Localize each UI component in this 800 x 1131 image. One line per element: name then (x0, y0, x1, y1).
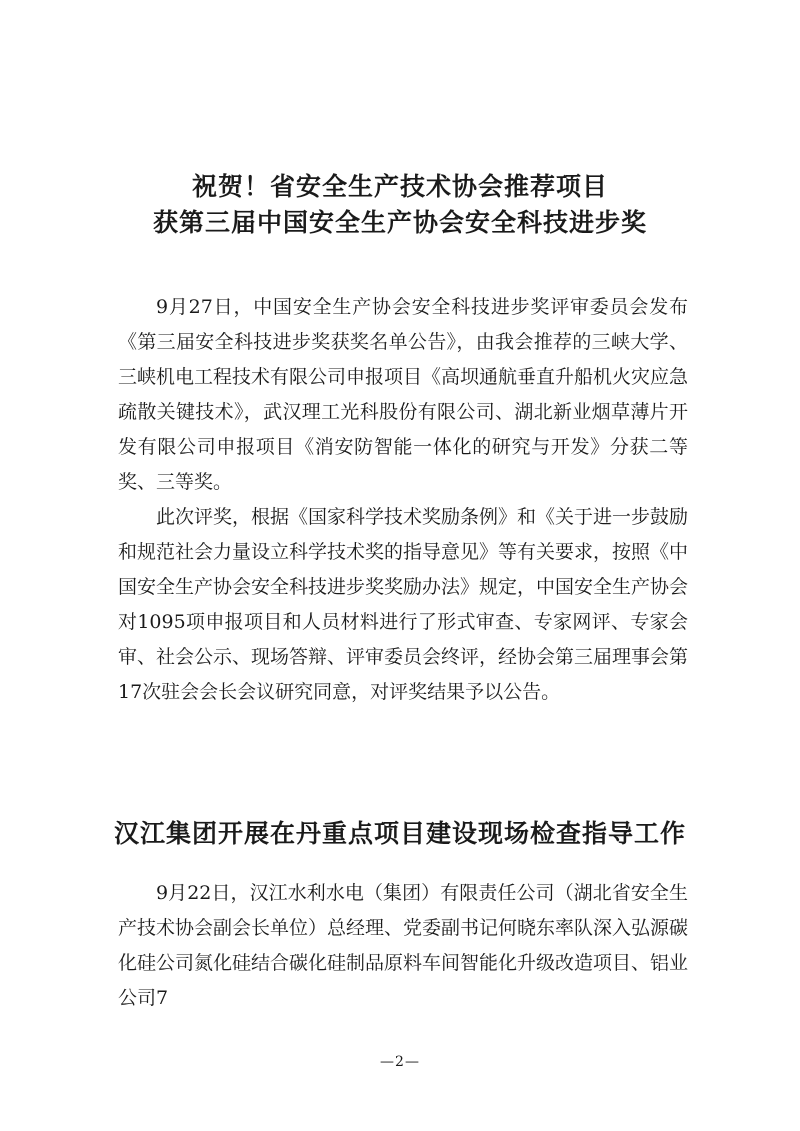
page-number: —2— (380, 1054, 420, 1070)
article-1-title-line-2: 获第三届中国安全生产协会安全科技进步奖 (152, 208, 647, 237)
article-1-paragraph-1: 9月27日，中国安全生产协会安全科技进步奖评审委员会发布《第三届安全科技进步奖获奖名单公告》，由我会推荐的三峡大学、三峡机电工程技术有限公司申报项目《高坝通航垂直升船机火灾应急疏散关键技术》，武汉理工光科股份有限公司、湖北新业烟草薄片开发有限公司申报项目《消安防智能一体化的研究与开发》分获二等奖、三等奖。 (118, 296, 689, 493)
article-2-title (90, 816, 710, 852)
article-2-paragraph-1: 9月22日，汉江水利水电（集团）有限责任公司（湖北省安全生产技术协会副会长单位）总经理、党委副书记何晓东率队深入弘源碳化硅公司氮化硅结合碳化硅制品原料车间智能化升级改造项目、铝业公司7 (118, 882, 689, 1009)
article-1-title (90, 169, 710, 241)
article-2-body (118, 876, 688, 1016)
article-2-title-line: 汉江集团开展在丹重点项目建设现场检查指导工作 (113, 819, 686, 848)
article-1-paragraph-2: 此次评奖，根据《国家科学技术奖励条例》和《关于进一步鼓励和规范社会力量设立科学技术奖的指导意见》等有关要求，按照《中国安全生产协会安全科技进步奖奖励办法》规定，中国安全生产协会对1095项申报项目和人员材料进行了形式审查、专家网评、专家会审、社会公示、现场答辩、评审委员会终评，经协会第三届理事会第17次驻会会长会议研究同意，对评奖结果予以公告。 (118, 506, 689, 703)
article-1-title-line-1: 祝贺！省安全生产技术协会推荐项目 (191, 172, 608, 201)
article-1-body (118, 290, 688, 710)
